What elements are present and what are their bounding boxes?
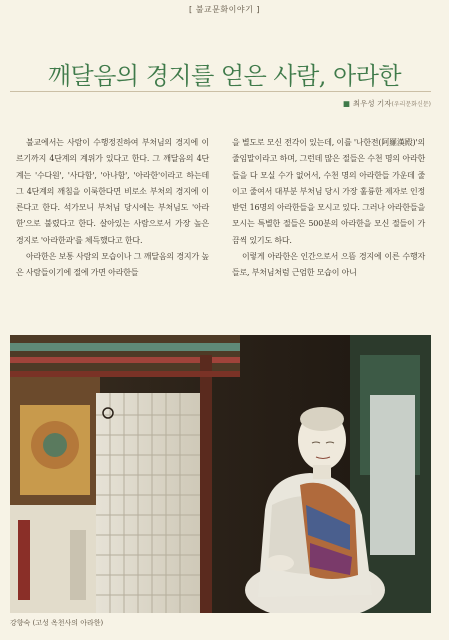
byline-name: 최우성 기자	[352, 99, 392, 108]
paragraph: 불교에서는 사람이 수행정진하여 부처님의 경지에 이르기까지 4단계의 계위가 있다고 한다. 그 깨달음의 4단계는 '수다원', '사다함', '아나함', '아라한'이라고 하는데 그 4단계의 깨침을 이룩한다면 비로소 부처의 경지에 이른다고 한다. 석가모니 부처님 당시에는 부처님도 '아라한'으로 불렸다고 한다. 살아있는 사람으로서 가장 높은 경지로 '아라한과'를 체득했다고 한다.	[16, 138, 209, 245]
article-title: 깨달음의 경지를 얻은 사람, 아라한	[47, 62, 402, 91]
title-divider	[10, 91, 431, 92]
article-column-right	[232, 135, 425, 282]
paragraph: 을 별도로 모신 전각이 있는데, 이를 '나한전(阿羅漢殿)'의 줄임말이라고 하며, 그런데 많은 절들은 수천 명의 아라한들을 다 모실 수가 없어서, 수천 명의 아라한들 가운데 줄이고 줄여서 대부분 부처님 당시 가장 훌륭한 제자로 인정받던 16명의 아라한들을 모시고 있다. 그러나 아라한들을 모시는 특별한 절들은 500분의 아라한을 모신 절들이 가끔씩 있기도 하다.	[232, 138, 425, 245]
paragraph: 아라한은 보통 사람의 모습이나 그 깨달음의 경지가 높은 사람들이기에 절에 가면 아라한들	[16, 252, 209, 278]
byline-affiliation: (우리문화신문)	[391, 101, 431, 108]
arhat-photo-illustration	[10, 335, 431, 613]
photo-caption: 강향숙 (고성 옥천사의 아라한)	[10, 619, 104, 627]
arhat-photo	[10, 335, 431, 613]
section-tag: [ 불교문화이야기 ]	[189, 5, 260, 14]
square-bullet-icon: ■	[342, 99, 350, 108]
paragraph: 이렇게 아라한은 인간으로서 으뜸 경지에 이른 수행자들로, 부처님처럼 근엄한 모습이 아니	[232, 252, 425, 278]
article-column-left	[16, 135, 209, 282]
byline	[343, 98, 431, 109]
